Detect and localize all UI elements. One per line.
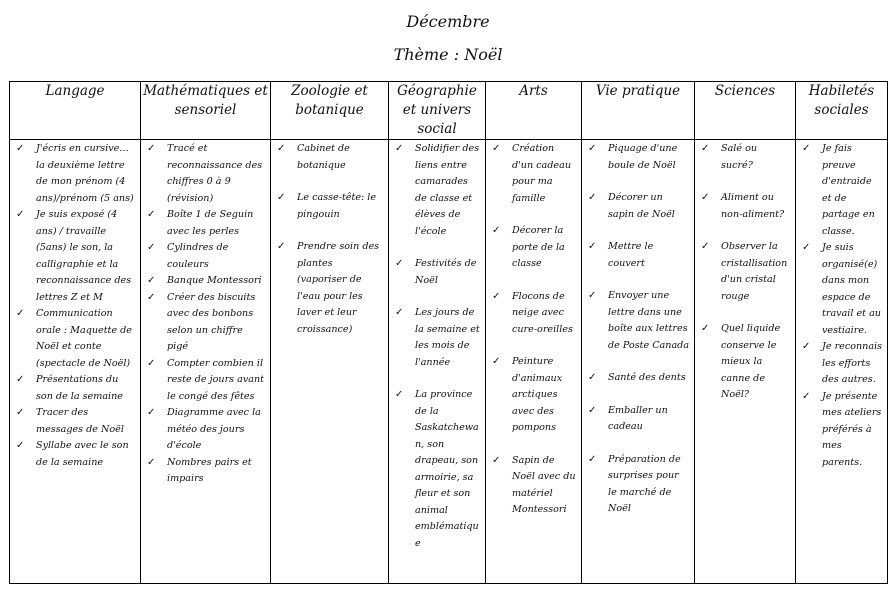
checkmark-icon: ✓: [147, 456, 156, 468]
list-item: [488, 223, 577, 273]
checkmark-icon: ✓: [16, 374, 25, 385]
list-item-text: Cabinet de botanique: [297, 143, 350, 171]
checkmark-icon: ✓: [395, 307, 404, 318]
checkmark-icon: ✓: [588, 143, 597, 154]
list-item: [391, 256, 481, 289]
cell-sciences: [695, 140, 796, 584]
header-habiletes-sociales: Habiletés sociales: [796, 82, 888, 140]
list-item-text: Cylindres de couleurs: [167, 242, 229, 270]
list-item-text: Prendre soin des plantes (vaporiser de l'eau pour les laver et leur croissance): [297, 241, 380, 335]
checkmark-icon: ✓: [588, 192, 597, 203]
cell-vie-pratique: [582, 140, 695, 584]
header-geographie: Géographie et univers social: [389, 82, 486, 140]
list-item-text: Banque Montessori: [167, 275, 262, 286]
header-zoologie: Zoologie et botanique: [271, 82, 389, 140]
list-item-text: Je suis exposé (4 ans) / travaille (5ans) le son, la calligraphie et la reconnaissance des lettres Z et M: [36, 209, 132, 303]
theme-title: Thème : Noël: [393, 45, 503, 64]
list-item-text: Compter combien il reste de jours avant le congé des fêtes: [167, 357, 265, 402]
header-langage: Langage: [10, 82, 141, 140]
header-vie-pratique: Vie pratique: [582, 82, 695, 140]
checkmark-icon: ✓: [277, 143, 286, 154]
list-item-text: Tracer des messages de Noël: [36, 407, 124, 435]
list-item: [584, 370, 690, 387]
list-item: [12, 372, 136, 405]
list-item: [584, 403, 690, 436]
checkmark-icon: ✓: [147, 143, 156, 154]
checkmark-icon: ✓: [802, 390, 811, 402]
list-item-text: Préparation de surprises pour le marché de Noël: [608, 453, 681, 514]
list-item-text: Santé des dents: [608, 372, 686, 383]
page-title: Décembre: [406, 12, 490, 31]
list-item: [697, 239, 791, 305]
list-item-text: Tracé et reconnaissance des chiffres 0 à 9 (révision): [167, 143, 263, 204]
list-item-text: Communication orale : Maquette de Noël et conte (spectacle de Noël): [36, 308, 132, 369]
checkmark-icon: ✓: [16, 143, 25, 154]
list-item-text: Piquage d'une boule de Noël: [608, 143, 678, 171]
checkmark-icon: ✓: [588, 241, 597, 252]
list-item: [584, 452, 690, 518]
list-item: [697, 190, 791, 223]
list-item-text: Création d'un cadeau pour ma famille: [512, 143, 571, 204]
checkmark-icon: ✓: [16, 209, 25, 220]
checkmark-icon: ✓: [16, 407, 25, 418]
checkmark-icon: ✓: [701, 192, 710, 203]
checkmark-icon: ✓: [395, 143, 404, 154]
cell-geographie: [389, 140, 486, 584]
list-item-text: Aliment ou non-aliment?: [721, 192, 785, 220]
list-item: [143, 273, 266, 290]
cell-mathematiques: [141, 140, 271, 584]
checkmark-icon: ✓: [395, 258, 404, 269]
list-item: [697, 321, 791, 404]
cell-habiletes-sociales: [796, 140, 888, 584]
list-item-text: Créer des biscuits avec des bonbons selon un chiffre pigé: [167, 291, 256, 352]
list-item: [391, 305, 481, 371]
checkmark-icon: ✓: [16, 308, 25, 319]
list-item: [12, 207, 136, 306]
list-item-text: Festivités de Noël: [415, 258, 477, 286]
list-item: [798, 240, 883, 339]
list-item: [273, 190, 384, 223]
list-item-text: Observer la cristallisation d'un cristal rouge: [721, 241, 788, 302]
checkmark-icon: ✓: [802, 341, 811, 352]
list-item-text: Le casse-tête: le pingouin: [297, 192, 377, 220]
list-item: [143, 141, 266, 207]
list-item: [12, 405, 136, 438]
checkmark-icon: ✓: [147, 357, 156, 369]
checkmark-icon: ✓: [492, 290, 501, 302]
list-item-text: Décorer un sapin de Noël: [608, 192, 675, 220]
checkmark-icon: ✓: [701, 323, 710, 334]
list-item: [273, 141, 384, 174]
checkmark-icon: ✓: [147, 275, 156, 286]
checkmark-icon: ✓: [492, 356, 501, 367]
checkmark-icon: ✓: [277, 192, 286, 203]
checkmark-icon: ✓: [395, 389, 404, 400]
list-item-text: Boîte 1 de Seguin avec les perles: [167, 209, 254, 237]
list-item-text: La province de la Saskatchewan, son drapeau, son armoirie, sa fleur et son animal emblématique: [415, 389, 479, 549]
list-item-text: Flocons de neige avec cure-oreilles: [512, 290, 573, 335]
list-item-text: Je suis organisé(e) dans mon espace de travail et au vestiaire.: [822, 242, 881, 336]
list-item-text: Salé ou sucré?: [721, 143, 758, 171]
list-item-text: Je fais preuve d'entraide et de partage en classe.: [822, 143, 875, 237]
cell-zoologie: [271, 140, 389, 584]
checkmark-icon: ✓: [701, 143, 710, 154]
list-item-text: Emballer un cadeau: [608, 404, 668, 432]
checkmark-icon: ✓: [492, 143, 501, 154]
list-item: [697, 141, 791, 174]
list-item-text: Peinture d'animaux arctiques avec des pompons: [512, 356, 563, 433]
list-item: [584, 141, 690, 174]
list-item-text: Décorer la porte de la classe: [512, 225, 565, 269]
list-item-text: Je présente mes ateliers préférés à mes parents.: [822, 390, 882, 468]
checkmark-icon: ✓: [147, 209, 156, 220]
list-item: [488, 289, 577, 339]
list-item: [798, 389, 883, 472]
list-item: [273, 239, 384, 338]
list-item: [584, 239, 690, 272]
checkmark-icon: ✓: [277, 241, 286, 252]
header-arts: Arts: [486, 82, 582, 140]
checkmark-icon: ✓: [588, 404, 597, 416]
cell-langage: [10, 140, 141, 584]
checkmark-icon: ✓: [701, 241, 710, 252]
list-item: [143, 240, 266, 273]
list-item-text: J'écris en cursive… la deuxième lettre de mon prénom (4 ans)/prénom (5 ans): [36, 143, 134, 204]
list-item-text: Mettre le couvert: [608, 241, 654, 269]
list-item-text: Les jours de la semaine et les mois de l'année: [415, 307, 480, 368]
list-item: [488, 354, 577, 437]
list-item-text: Nombres pairs et impairs: [167, 456, 252, 484]
cell-arts: [486, 140, 582, 584]
planning-table: [9, 81, 888, 584]
list-item: [12, 306, 136, 372]
list-item-text: Sapin de Noël avec du matériel Montessori: [512, 454, 576, 515]
list-item: [798, 339, 883, 389]
header-mathematiques: Mathématiques et sensoriel: [141, 82, 271, 140]
list-item-text: Envoyer une lettre dans une boîte aux lettres de Poste Canada: [608, 290, 690, 351]
header-sciences: Sciences: [695, 82, 796, 140]
list-item-text: Quel liquide conserve le mieux la canne de Noël?: [721, 323, 781, 400]
list-item: [584, 190, 690, 223]
list-item: [391, 141, 481, 240]
list-item: [143, 356, 266, 406]
checkmark-icon: ✓: [802, 143, 811, 154]
list-item: [12, 438, 136, 471]
list-item: [488, 141, 577, 207]
list-item: [391, 387, 481, 552]
checkmark-icon: ✓: [16, 440, 25, 451]
list-item: [143, 405, 266, 455]
checkmark-icon: ✓: [802, 242, 811, 253]
list-item: [798, 141, 883, 240]
list-item: [143, 290, 266, 356]
list-item-text: Diagramme avec la météo des jours d'école: [167, 407, 261, 451]
checkmark-icon: ✓: [492, 225, 501, 236]
list-item: [488, 453, 577, 519]
list-item: [143, 455, 266, 488]
list-item-text: Solidifier des liens entre camarades de classe et élèves de l'école: [415, 143, 480, 237]
list-item: [584, 288, 690, 354]
checkmark-icon: ✓: [147, 291, 156, 303]
list-item-text: Présentations du son de la semaine: [36, 374, 123, 402]
checkmark-icon: ✓: [492, 454, 501, 466]
checkmark-icon: ✓: [588, 290, 597, 301]
checkmark-icon: ✓: [147, 407, 156, 418]
header-row: [10, 82, 888, 140]
list-item-text: Syllabe avec le son de la semaine: [36, 440, 129, 468]
checkmark-icon: ✓: [588, 372, 597, 383]
list-item: [143, 207, 266, 240]
list-item-text: Je reconnais les efforts des autres.: [822, 341, 883, 385]
list-item: [12, 141, 136, 207]
content-row: [10, 140, 888, 584]
checkmark-icon: ✓: [588, 453, 597, 465]
checkmark-icon: ✓: [147, 242, 156, 253]
